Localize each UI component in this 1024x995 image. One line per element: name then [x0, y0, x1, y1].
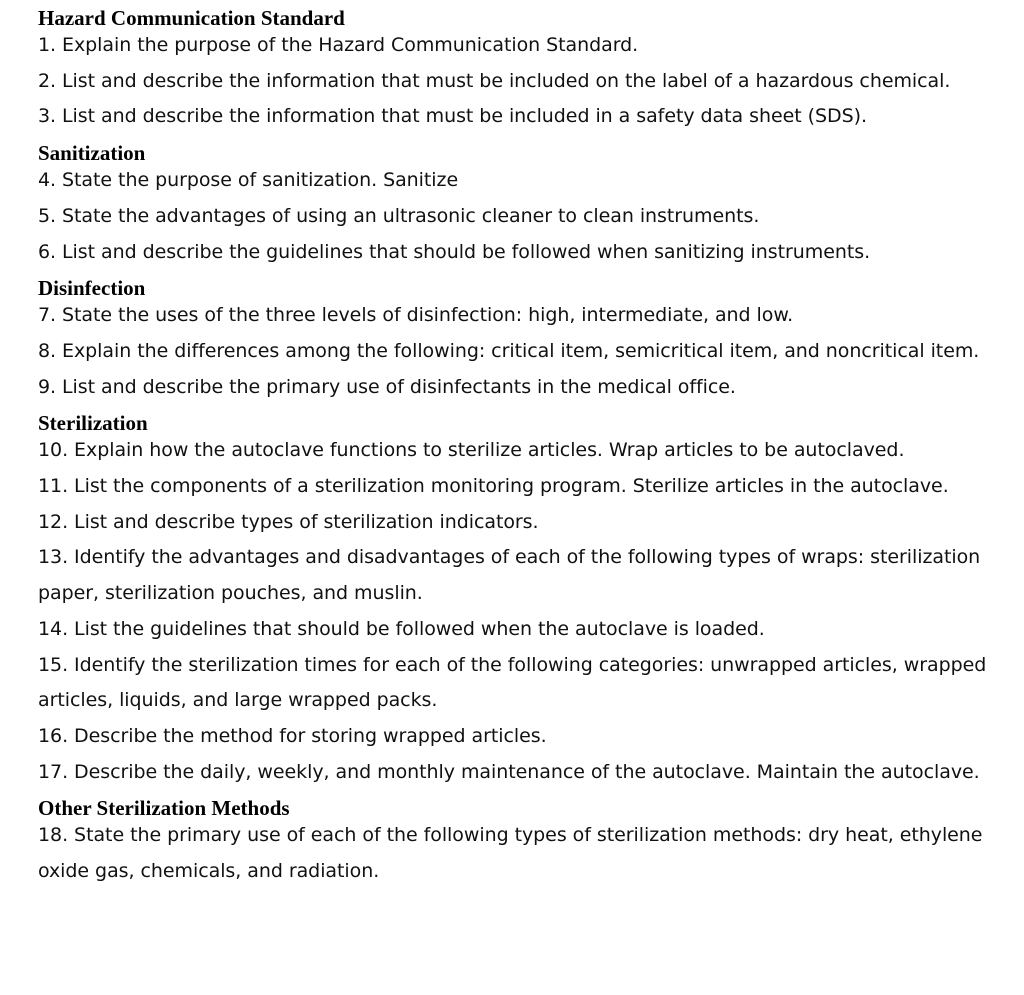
section-heading: Disinfection [38, 276, 146, 301]
objective-item: 1. Explain the purpose of the Hazard Communication Standard. [38, 34, 639, 56]
section-heading: Hazard Communication Standard [38, 6, 345, 30]
objective-item: 6. List and describe the guidelines that should be followed when sanitizing instruments. [38, 240, 871, 263]
objective-item: 18. State the primary use of each of the following types of sterilization methods: dry heat, ethylene oxide gas, chemicals, and radiation. [38, 824, 983, 883]
section-disinfection [38, 270, 998, 405]
objective-item: 4. State the purpose of sanitization. Sanitize [38, 169, 459, 192]
objective-item: 13. Identify the advantages and disadvantages of each of the following types of wraps: sterilization paper, sterilization pouches, and muslin. [38, 546, 981, 605]
section-heading: Sterilization [38, 411, 148, 436]
objective-item: 8. Explain the differences among the following: critical item, semicritical item, and noncritical item. [38, 339, 980, 362]
objective-item: 15. Identify the sterilization times for each of the following categories: unwrapped articles, wrapped articles, liquids, and large wrapped packs. [38, 653, 987, 712]
objective-item: 11. List the components of a sterilization monitoring program. Sterilize articles in the autoclave. [38, 475, 949, 498]
objectives-document [38, 0, 998, 890]
objective-item: 12. List and describe types of sterilization indicators. [38, 510, 539, 533]
objective-item: 17. Describe the daily, weekly, and monthly maintenance of the autoclave. Maintain the autoclave. [38, 760, 980, 783]
objective-item: 5. State the advantages of using an ultrasonic cleaner to clean instruments. [38, 204, 760, 227]
section-heading: Other Sterilization Methods [38, 796, 290, 821]
section-sanitization [38, 135, 998, 270]
objective-item: 9. List and describe the primary use of disinfectants in the medical office. [38, 375, 736, 398]
objective-item: 7. State the uses of the three levels of disinfection: high, intermediate, and low. [38, 304, 794, 327]
section-other-sterilization-methods [38, 790, 998, 889]
objective-item: 10. Explain how the autoclave functions to sterilize articles. Wrap articles to be autoclaved. [38, 439, 905, 462]
section-hazard-communication [38, 0, 998, 135]
objective-item: 2. List and describe the information that must be included on the label of a hazardous chemical. [38, 69, 951, 92]
objective-item: 3. List and describe the information that must be included in a safety data sheet (SDS). [38, 105, 867, 128]
objective-item: 14. List the guidelines that should be followed when the autoclave is loaded. [38, 617, 765, 640]
objective-item: 16. Describe the method for storing wrapped articles. [38, 724, 547, 747]
section-sterilization [38, 405, 998, 790]
section-heading: Sanitization [38, 141, 146, 166]
